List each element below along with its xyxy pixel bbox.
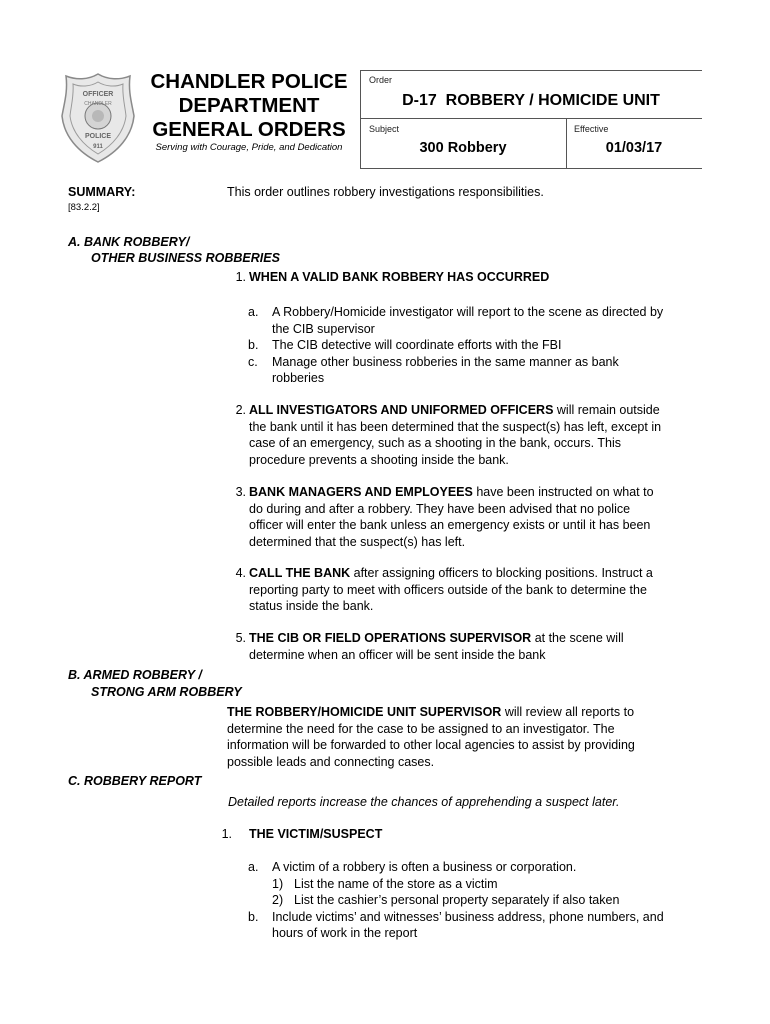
a4-number: 4. [235,566,246,580]
c1-heading: THE VICTIM/SUSPECT [249,827,383,841]
department-title [140,70,358,142]
b-line2: determine the need for the case to be assigned to an investigator. The [227,721,615,736]
c1a1-number: 1) [272,876,284,891]
c1-number: 1. [221,827,232,841]
a2-line1-rest: will remain outside [553,403,660,417]
dept-line-3: GENERAL ORDERS [152,118,346,141]
svg-text:POLICE: POLICE [84,133,112,140]
a3-line2: do during and after a robbery. They have been advised that no police [249,501,631,516]
a1-heading: WHEN A VALID BANK ROBBERY HAS OCCURRED [249,270,550,284]
section-c-intro: Detailed reports increase the chances of apprehending a suspect later. [228,795,620,809]
section-b-subtitle: STRONG ARM ROBBERY [91,685,242,699]
c1a-line1: A victim of a robbery is often a business or corporation. [272,860,577,874]
a3-line4: determined that the suspect(s) has left. [249,534,466,549]
a5-line2: determine when an officer will be sent inside the bank [249,647,546,662]
order-value: D-17 ROBBERY / HOMICIDE UNIT [402,92,660,109]
a5-number: 5. [235,631,246,645]
a3-line1-rest: have been instructed on what to [472,485,654,499]
header-top-rule [360,70,702,71]
a1a-line2: the CIB supervisor [272,321,375,336]
dept-line-2: DEPARTMENT [178,94,320,117]
a2-line4: procedure prevents a shooting inside the bank. [249,452,509,467]
c1-subitems [248,859,718,942]
b-line1-rest: will review all reports to [501,705,635,719]
dept-line-1: CHANDLER POLICE [150,70,348,93]
order-label: Order [369,75,393,85]
a4-line3: status inside the bank. [249,599,374,613]
a2-number: 2. [235,403,246,417]
a2-item [226,402,716,468]
a2-bold: ALL INVESTIGATORS AND UNIFORMED OFFICERS [249,403,554,417]
a4-item [226,565,716,615]
a3-number: 3. [235,485,246,499]
summary-label: SUMMARY: [68,185,136,199]
c1a1-text: List the name of the store as a victim [294,876,498,891]
section-a-subtitle: OTHER BUSINESS ROBBERIES [91,251,280,265]
section-c-title: C. ROBBERY REPORT [68,774,202,788]
a1-number: 1. [235,270,246,284]
svg-text:CHANDLER: CHANDLER [84,101,112,107]
police-badge-logo [58,70,138,166]
b-line4: possible leads and connecting cases. [227,754,435,769]
a4-line1-rest: after assigning officers to blocking positions. Instruct a [350,566,653,580]
c1b-letter: b. [248,909,259,924]
subject-label: Subject [369,124,400,134]
a3-line3: officer will enter the bank unless an emergency exists or until it has been [249,518,651,532]
svg-text:OFFICER: OFFICER [82,91,114,98]
section-a-title: A. BANK ROBBERY/ [68,235,190,249]
a2-line3: case of an emergency, such as a shooting in the bank, occurs. This [249,436,621,450]
effective-label: Effective [574,124,609,134]
a3-bold: BANK MANAGERS AND EMPLOYEES [249,485,473,499]
department-motto: Serving with Courage, Pride, and Dedication [155,142,343,153]
a5-line1-rest: at the scene will [531,631,624,645]
a1b-letter: b. [248,338,259,352]
header-mid-rule [360,118,702,119]
a1a-letter: a. [248,305,259,319]
c1a2-text: List the cashier’s personal property separately if also taken [294,893,620,907]
a3-item [226,484,716,550]
a1c-line2: robberies [272,371,325,385]
c1b-line1: Include victims’ and witnesses’ business address, phone numbers, and [272,909,664,924]
a2-line2: the bank until it has been determined that the suspect(s) has left, except in [249,419,662,434]
c1b-line2: hours of work in the report [272,926,418,940]
b-line3: information will be forwarded to other local agencies to assist by providing [227,738,635,752]
c1a2-number: 2) [272,893,284,907]
summary-text: This order outlines robbery investigations responsibilities. [227,185,544,199]
section-b-body [227,704,635,770]
svg-text:911: 911 [93,144,103,150]
a1-subitems [248,304,718,387]
a1a-line1: A Robbery/Homicide investigator will report to the scene as directed by [272,305,664,319]
a1c-letter: c. [248,354,258,369]
a4-bold: CALL THE BANK [249,566,351,580]
a1b-line1: The CIB detective will coordinate efforts with the FBI [272,338,562,352]
a4-line2: reporting party to meet with officers outside of the bank to determine the [249,582,647,597]
c1a-letter: a. [248,860,259,874]
a1c-line1: Manage other business robberies in the same manner as bank [272,354,619,369]
b-bold: THE ROBBERY/HOMICIDE UNIT SUPERVISOR [227,705,502,719]
subject-value: 300 Robbery [419,140,507,156]
header-bottom-rule [360,168,702,169]
summary-ref: [83.2.2] [68,202,100,213]
a5-bold: THE CIB OR FIELD OPERATIONS SUPERVISOR [249,631,532,645]
effective-value: 01/03/17 [605,140,663,156]
section-b-title: B. ARMED ROBBERY / [68,668,202,682]
a5-item [226,630,716,663]
